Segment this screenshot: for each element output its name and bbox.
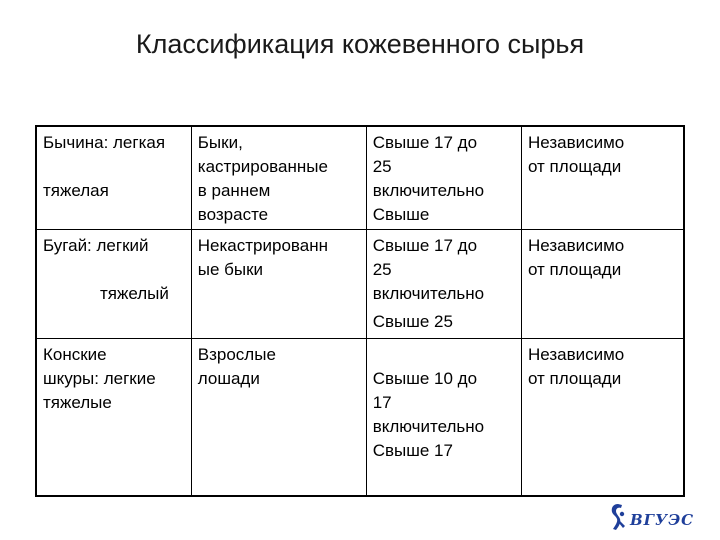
university-emblem-icon <box>608 502 628 537</box>
table-cell <box>366 230 521 339</box>
cell-line: включительно <box>372 181 485 200</box>
table-cell <box>36 339 191 497</box>
table-row <box>36 230 684 339</box>
cell-line: включительно <box>372 284 485 303</box>
table-cell <box>366 339 521 497</box>
cell-line: Свыше 17 до <box>372 236 478 255</box>
cell-line: шкуры: легкие <box>43 369 156 388</box>
cell-line: Свыше 17 <box>372 441 453 460</box>
table-row <box>36 126 684 230</box>
cell-line: кастрированные <box>197 157 328 176</box>
cell-line: в раннем <box>197 181 271 200</box>
table-cell <box>521 339 684 497</box>
cell-line: тяжелый <box>100 284 169 303</box>
cell-line: Быки, <box>197 133 243 152</box>
cell-line: Свыше 17 до <box>372 133 478 152</box>
cell-line: Независимо <box>527 236 625 255</box>
cell-line: лошади <box>197 369 260 388</box>
cell-line: Свыше <box>372 205 430 224</box>
table-cell <box>36 126 191 230</box>
cell-line: включительно <box>372 417 485 436</box>
cell-line: Свыше 10 до <box>372 369 478 388</box>
cell-line: Независимо <box>527 133 625 152</box>
university-logo <box>608 502 694 537</box>
cell-line: Взрослые <box>197 345 276 364</box>
cell-line: от площади <box>527 157 622 176</box>
table-cell <box>521 230 684 339</box>
table-cell <box>366 126 521 230</box>
table-row <box>36 339 684 497</box>
cell-line: Свыше 25 <box>372 312 453 331</box>
table-cell <box>191 126 366 230</box>
table-cell <box>191 339 366 497</box>
cell-line: тяжелые <box>43 393 112 412</box>
cell-line: Бугай: легкий <box>43 236 149 255</box>
cell-line: от площади <box>527 369 622 388</box>
cell-line: от площади <box>527 260 622 279</box>
cell-line: 25 <box>372 260 392 279</box>
cell-line: 25 <box>372 157 392 176</box>
cell-line: тяжелая <box>43 181 109 200</box>
table-cell <box>191 230 366 339</box>
classification-table <box>35 125 685 497</box>
page-title: Классификация кожевенного сырья <box>135 29 585 59</box>
cell-line: Бычина: легкая <box>43 133 166 152</box>
table-cell <box>521 126 684 230</box>
cell-line: ые быки <box>197 260 264 279</box>
cell-line: возрасте <box>197 205 269 224</box>
table-cell <box>36 230 191 339</box>
cell-line: Некастрированн <box>197 236 328 255</box>
cell-line: 17 <box>372 393 392 412</box>
cell-line: Независимо <box>527 345 625 364</box>
logo-text: ВГУЭС <box>630 510 695 529</box>
cell-line: Конские <box>43 345 107 364</box>
